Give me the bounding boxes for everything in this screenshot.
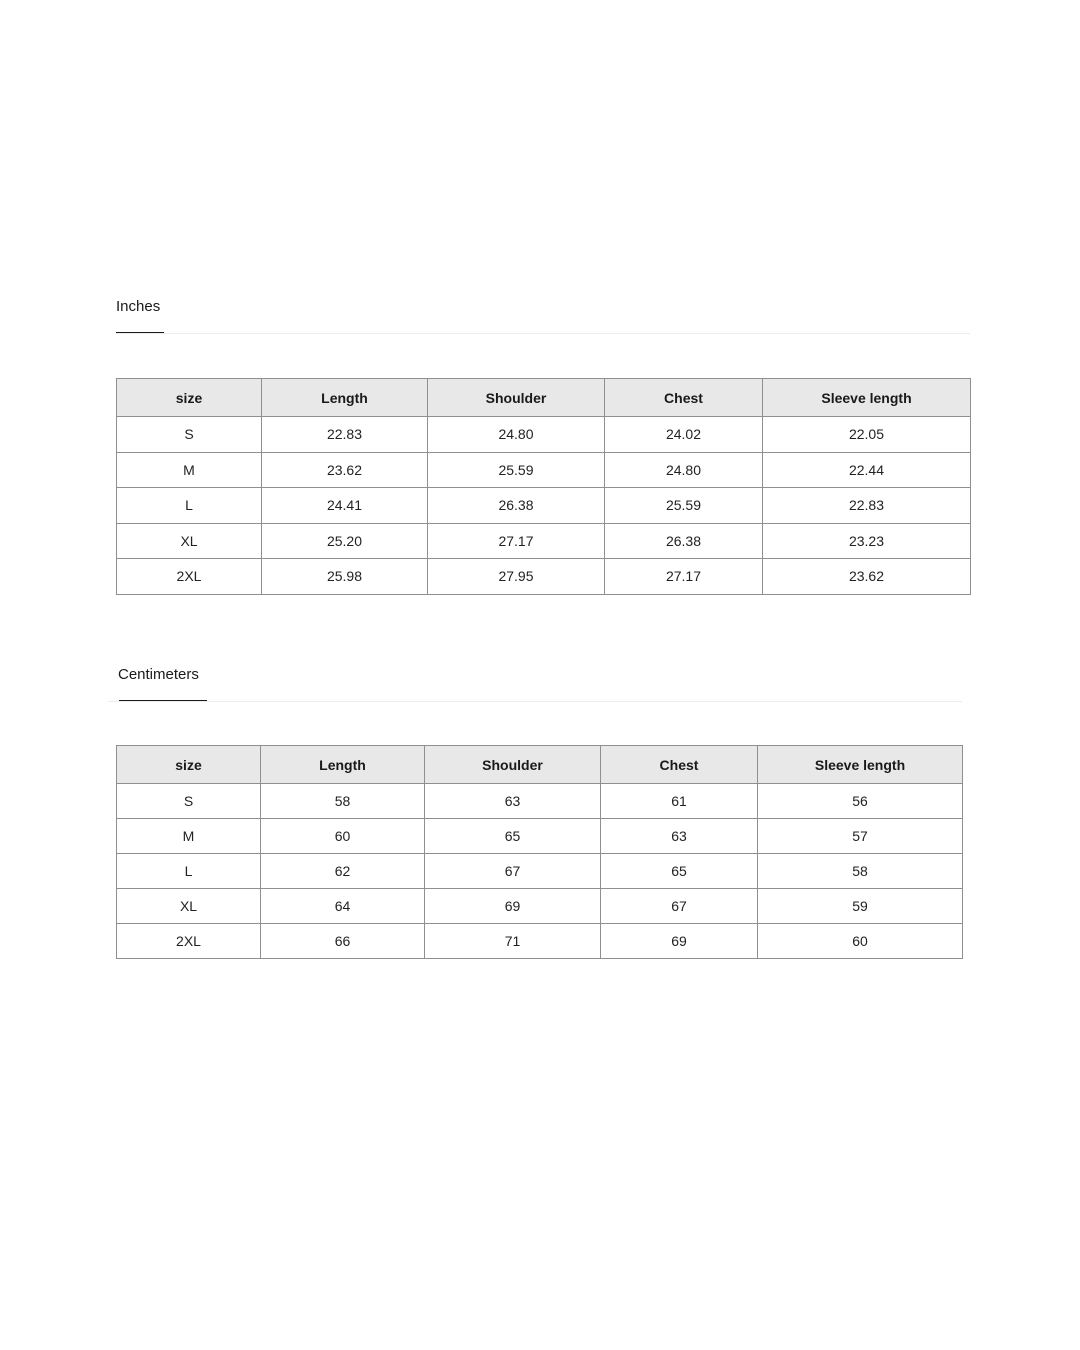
- table-row: [117, 784, 963, 819]
- table-cell: 64: [261, 889, 425, 924]
- column-header: Sleeve length: [763, 379, 971, 417]
- inches-size-table: [116, 378, 971, 595]
- table-cell: 23.62: [262, 452, 428, 488]
- table-cell: 27.17: [428, 523, 605, 559]
- table-cell: 66: [261, 924, 425, 959]
- table-row: [117, 523, 971, 559]
- table-cell: 58: [758, 854, 963, 889]
- table-cell: 2XL: [117, 559, 262, 595]
- table-cell: 27.17: [605, 559, 763, 595]
- table-cell: 63: [425, 784, 601, 819]
- table-cell: 60: [758, 924, 963, 959]
- table-cell: 65: [601, 854, 758, 889]
- table-row: [117, 559, 971, 595]
- table-cell: 22.83: [763, 488, 971, 524]
- table-cell: 26.38: [428, 488, 605, 524]
- table-row: [117, 452, 971, 488]
- table-row: [117, 924, 963, 959]
- table-cell: 26.38: [605, 523, 763, 559]
- column-header: Chest: [605, 379, 763, 417]
- table-row: [117, 488, 971, 524]
- table-cell: 59: [758, 889, 963, 924]
- table-row: [117, 854, 963, 889]
- table-cell: 22.05: [763, 417, 971, 453]
- table-cell: 71: [425, 924, 601, 959]
- table-cell: 24.80: [605, 452, 763, 488]
- table-cell: 25.20: [262, 523, 428, 559]
- table-cell: 23.23: [763, 523, 971, 559]
- column-header: Chest: [601, 746, 758, 784]
- table-header-row: [117, 379, 971, 417]
- table-cell: 60: [261, 819, 425, 854]
- table-cell: M: [117, 452, 262, 488]
- table-row: [117, 889, 963, 924]
- table-cell: 69: [601, 924, 758, 959]
- table-row: [117, 819, 963, 854]
- column-header: Sleeve length: [758, 746, 963, 784]
- table-cell: 23.62: [763, 559, 971, 595]
- column-header: Shoulder: [425, 746, 601, 784]
- tab-divider: [116, 333, 970, 334]
- table-cell: S: [117, 417, 262, 453]
- table-cell: M: [117, 819, 261, 854]
- table-cell: 22.83: [262, 417, 428, 453]
- table-cell: 24.02: [605, 417, 763, 453]
- table-cell: 69: [425, 889, 601, 924]
- table-cell: 67: [601, 889, 758, 924]
- column-header: size: [117, 379, 262, 417]
- table-cell: 27.95: [428, 559, 605, 595]
- table-cell: 57: [758, 819, 963, 854]
- table-cell: 56: [758, 784, 963, 819]
- table-cell: 25.59: [605, 488, 763, 524]
- table-cell: 2XL: [117, 924, 261, 959]
- table-cell: 25.98: [262, 559, 428, 595]
- column-header: Length: [262, 379, 428, 417]
- table-cell: 24.41: [262, 488, 428, 524]
- table-cell: 65: [425, 819, 601, 854]
- table-cell: 67: [425, 854, 601, 889]
- tab-inches[interactable]: Inches: [116, 298, 161, 315]
- table-cell: 61: [601, 784, 758, 819]
- table-row: [117, 417, 971, 453]
- table-header-row: [117, 746, 963, 784]
- column-header: Length: [261, 746, 425, 784]
- tab-divider: [108, 701, 962, 702]
- table-cell: 63: [601, 819, 758, 854]
- table-cell: XL: [117, 523, 262, 559]
- table-cell: 62: [261, 854, 425, 889]
- table-cell: 24.80: [428, 417, 605, 453]
- table-cell: L: [117, 854, 261, 889]
- table-cell: XL: [117, 889, 261, 924]
- centimeters-size-table: [116, 745, 963, 959]
- column-header: Shoulder: [428, 379, 605, 417]
- table-cell: 25.59: [428, 452, 605, 488]
- column-header: size: [117, 746, 261, 784]
- tab-centimeters[interactable]: Centimeters: [118, 666, 199, 683]
- table-cell: 22.44: [763, 452, 971, 488]
- table-cell: L: [117, 488, 262, 524]
- table-cell: 58: [261, 784, 425, 819]
- table-cell: S: [117, 784, 261, 819]
